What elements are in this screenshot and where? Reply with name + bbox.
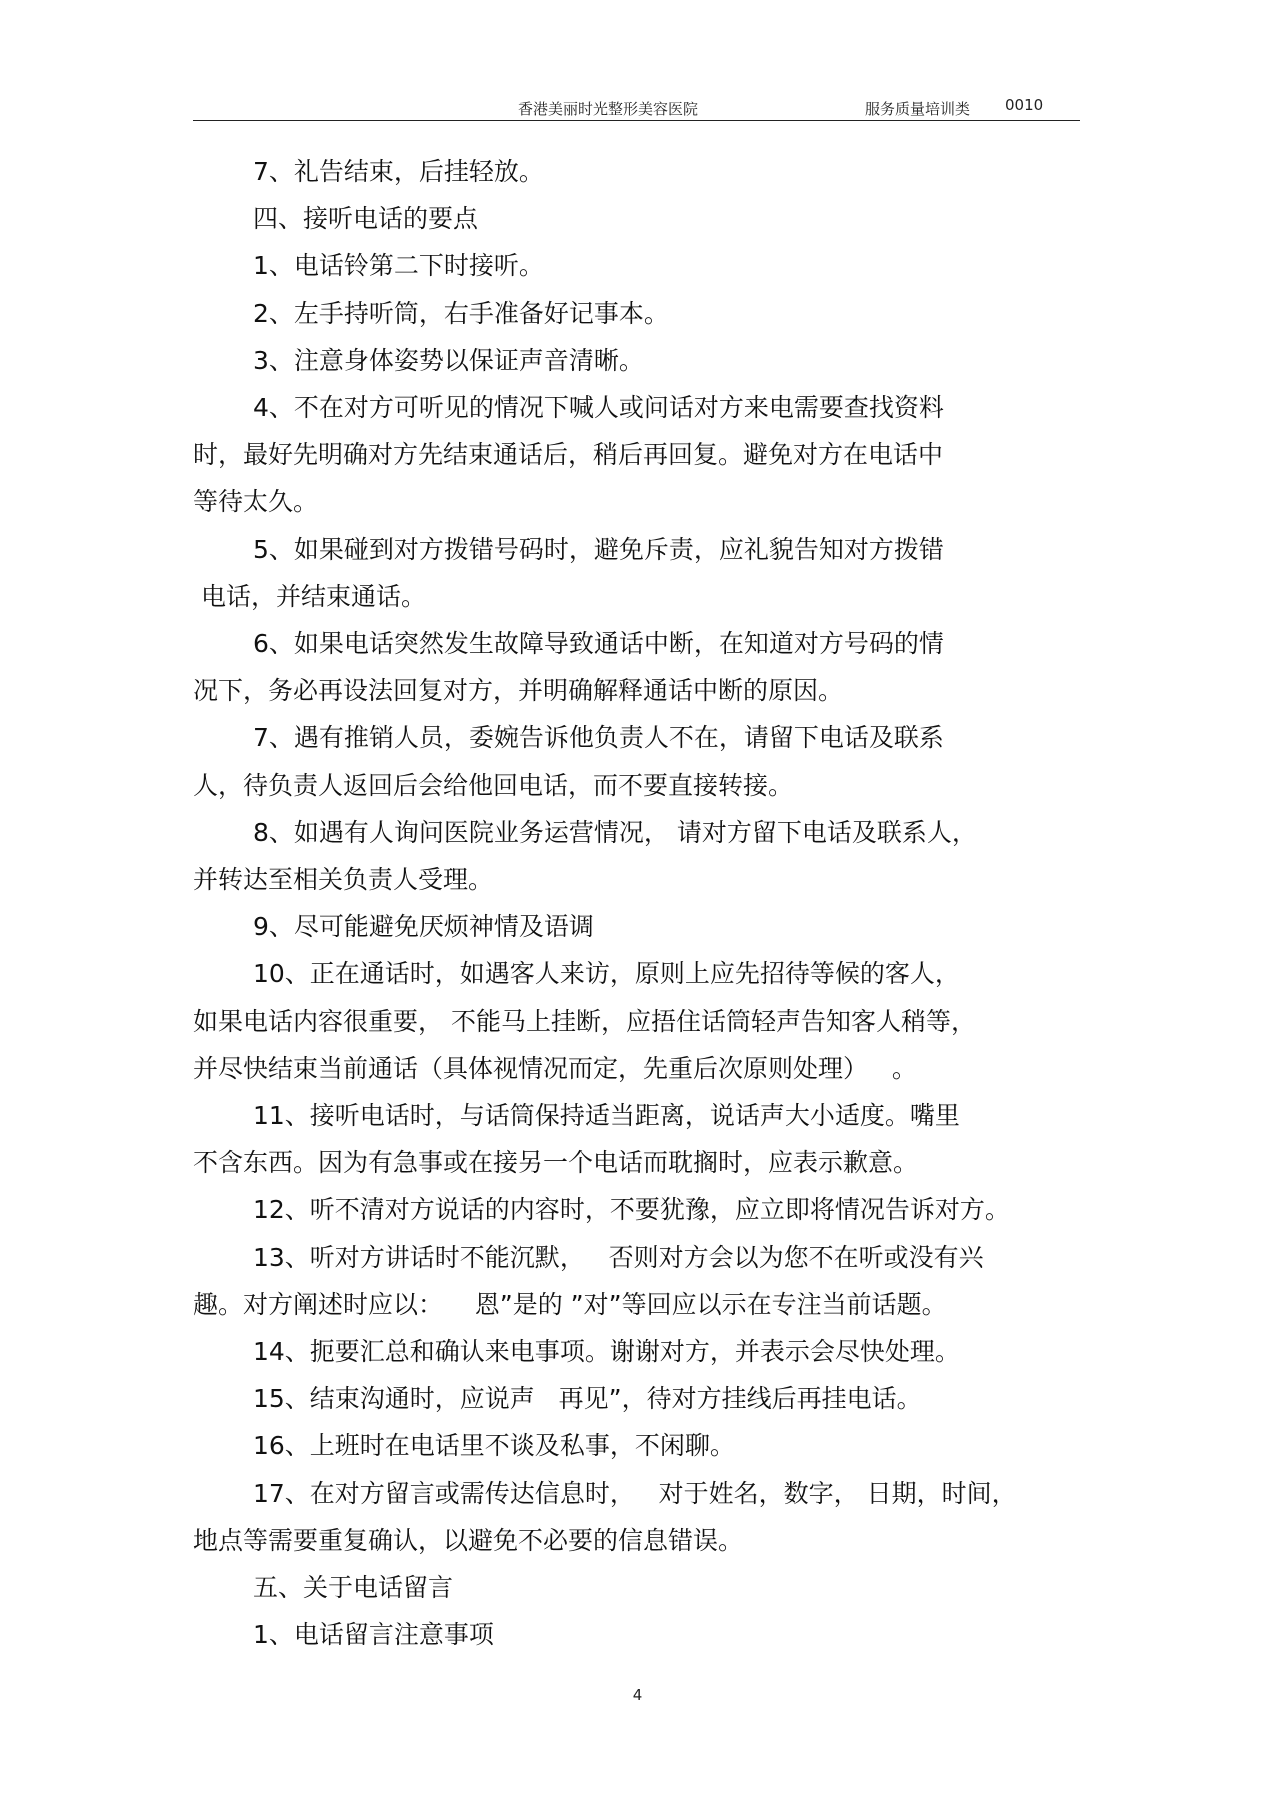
text-line: 3、注意身体姿势以保证声音清晰。 <box>253 345 644 375</box>
header-organization: 香港美丽时光整形美容医院 <box>518 100 699 118</box>
text-line: 9、尽可能避免厌烦神情及语调 <box>253 912 594 942</box>
text-line: 人，待负责人返回后会给他回电话，而不要直接转接。 <box>193 770 794 800</box>
document-body <box>193 148 1093 1659</box>
text-line: 12、听不清对方说话的内容时，不要犹豫，应立即将情况告诉对方。 <box>253 1195 1010 1225</box>
text-line: 10、正在通话时，如遇客人来访，原则上应先招待等候的客人， <box>253 959 960 989</box>
text-line: 五、关于电话留言 <box>253 1573 454 1603</box>
text-line: 7、礼告结束，后挂轻放。 <box>253 157 544 186</box>
text-line: 等待太久。 <box>193 487 319 517</box>
text-line: 电话，并结束通话。 <box>193 581 426 611</box>
text-line: 1、电话留言注意事项 <box>253 1620 494 1650</box>
text-line: 14、扼要汇总和确认来电事项。谢谢对方，并表示会尽快处理。 <box>253 1337 960 1367</box>
text-line: 况下，务必再设法回复对方，并明确解释通话中断的原因。 <box>193 676 844 706</box>
text-line: 16、上班时在电话里不谈及私事，不闲聊。 <box>253 1431 735 1461</box>
text-line: 趣。对方阐述时应以： 恩”是的 ”对”等回应以示在专注当前话题。 <box>193 1289 947 1319</box>
text-line: 地点等需要重复确认，以避免不必要的信息错误。 <box>193 1525 744 1555</box>
text-line: 四、接听电话的要点 <box>253 204 479 234</box>
text-line: 13、听对方讲话时不能沉默， 否则对方会以为您不在听或没有兴 <box>253 1242 984 1272</box>
text-line: 不含东西。因为有急事或在接另一个电话而耽搁时，应表示歉意。 <box>193 1148 919 1178</box>
text-line: 8、如遇有人询问医院业务运营情况， 请对方留下电话及联系人， <box>253 817 977 847</box>
text-line: 如果电话内容很重要， 不能马上挂断，应捂住话筒轻声告知客人稍等， <box>193 1006 976 1036</box>
text-line: 15、结束沟通时，应说声 再见”，待对方挂线后再挂电话。 <box>253 1384 922 1414</box>
text-line: 17、在对方留言或需传达信息时， 对于姓名，数字， 日期，时间， <box>253 1478 1017 1508</box>
text-line: 5、如果碰到对方拨错号码时，避免斥责，应礼貌告知对方拨错 <box>253 534 944 564</box>
text-line: 并尽快结束当前通话（具体视情况而定，先重后次原则处理） 。 <box>193 1053 917 1083</box>
text-line: 并转达至相关负责人受理。 <box>193 865 494 895</box>
page-number: 4 <box>632 1686 643 1704</box>
text-line: 1、电话铃第二下时接听。 <box>253 251 544 281</box>
text-line: 时，最好先明确对方先结束通话后，稍后再回复。避免对方在电话中 <box>193 440 944 470</box>
text-line: 11、接听电话时，与话筒保持适当距离，说话声大小适度。嘴里 <box>253 1101 960 1131</box>
text-line: 6、如果电话突然发生故障导致通话中断，在知道对方号码的情 <box>253 629 944 659</box>
text-line: 7、遇有推销人员，委婉告诉他负责人不在，请留下电话及联系 <box>253 723 944 753</box>
header-department: 服务质量培训类 <box>865 100 971 118</box>
text-line: 2、左手持听筒，右手准备好记事本。 <box>253 298 669 328</box>
header-document-code: 0010 <box>1005 96 1044 114</box>
page-header <box>193 96 1080 121</box>
text-line: 4、不在对方可听见的情况下喊人或问话对方来电需要查找资料 <box>253 393 944 423</box>
